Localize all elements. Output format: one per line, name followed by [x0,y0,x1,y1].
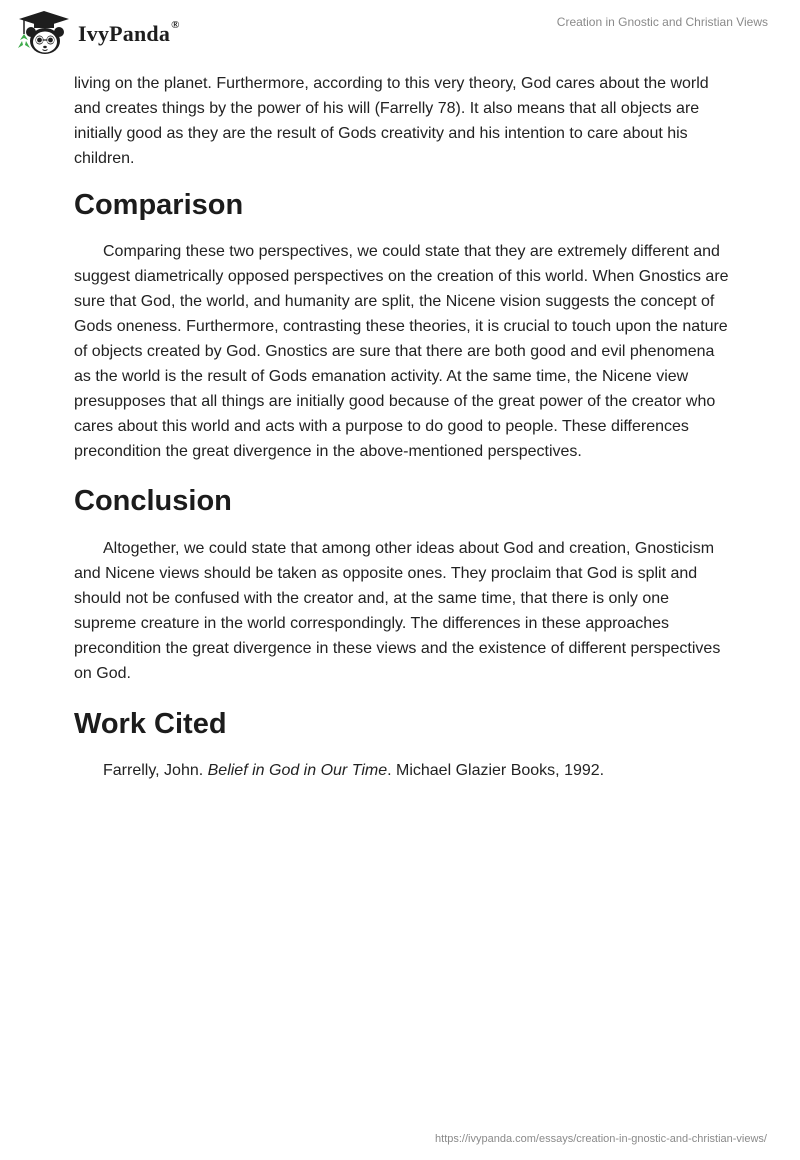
document-title: Creation in Gnostic and Christian Views [556,15,768,29]
essay-body [74,71,734,783]
source-url[interactable]: https://ivypanda.com/essays/creation-in-gnostic-and-christian-views/ [435,1133,767,1145]
work-cited-heading: Work Cited [74,708,227,740]
panda-graduate-icon [14,8,76,58]
citation-entry [74,758,734,783]
ivypanda-logo[interactable] [14,8,180,58]
page-header [0,0,800,70]
comparison-heading: Comparison [74,189,244,221]
citation-author: Farrelly, John. [103,762,208,779]
conclusion-paragraph: Altogether, we could state that among other ideas about God and creation, Gnosticism and Nicene views should be taken as opposite ones. They proclaim that God is split and should not be confused with the creator and, at the same time, that there is only one supreme creature in the world correspondingly. The differences in these approaches precondition the great divergence in these views and the existence of different perspectives on God. [74,540,721,682]
registered-mark: ® [171,19,180,31]
comparison-paragraph: Comparing these two perspectives, we could state that they are extremely different and suggest diametrically opposed perspectives on the creation of this world. When Gnostics are sure that God, the world, and humanity are split, the Nicene vision suggests the concept of Gods oneness. Furthermore, contrasting these theories, it is crucial to touch upon the nature of objects created by God. Gnostics are sure that there are both good and evil phenomena as the world is the result of Gods emanation activity. At the same time, the Nicene view presupposes that all things are initially good because of the great power of the creator who cares about this world and acts with a purpose to do good to people. These differences precondition the great divergence in the above-mentioned perspectives. [74,243,729,460]
brand-name: IvyPanda® [78,19,180,46]
citation-publisher: . Michael Glazier Books, 1992. [387,762,605,779]
intro-paragraph: living on the planet. Furthermore, according to this very theory, God cares about the world and creates things by the power of his will (Farrelly 78). It also means that all objects are initially good as they are the result of Gods creativity and his intention to care about his children. [74,75,709,167]
citation-book-title: Belief in God in Our Time [207,762,388,779]
conclusion-heading: Conclusion [74,485,232,517]
